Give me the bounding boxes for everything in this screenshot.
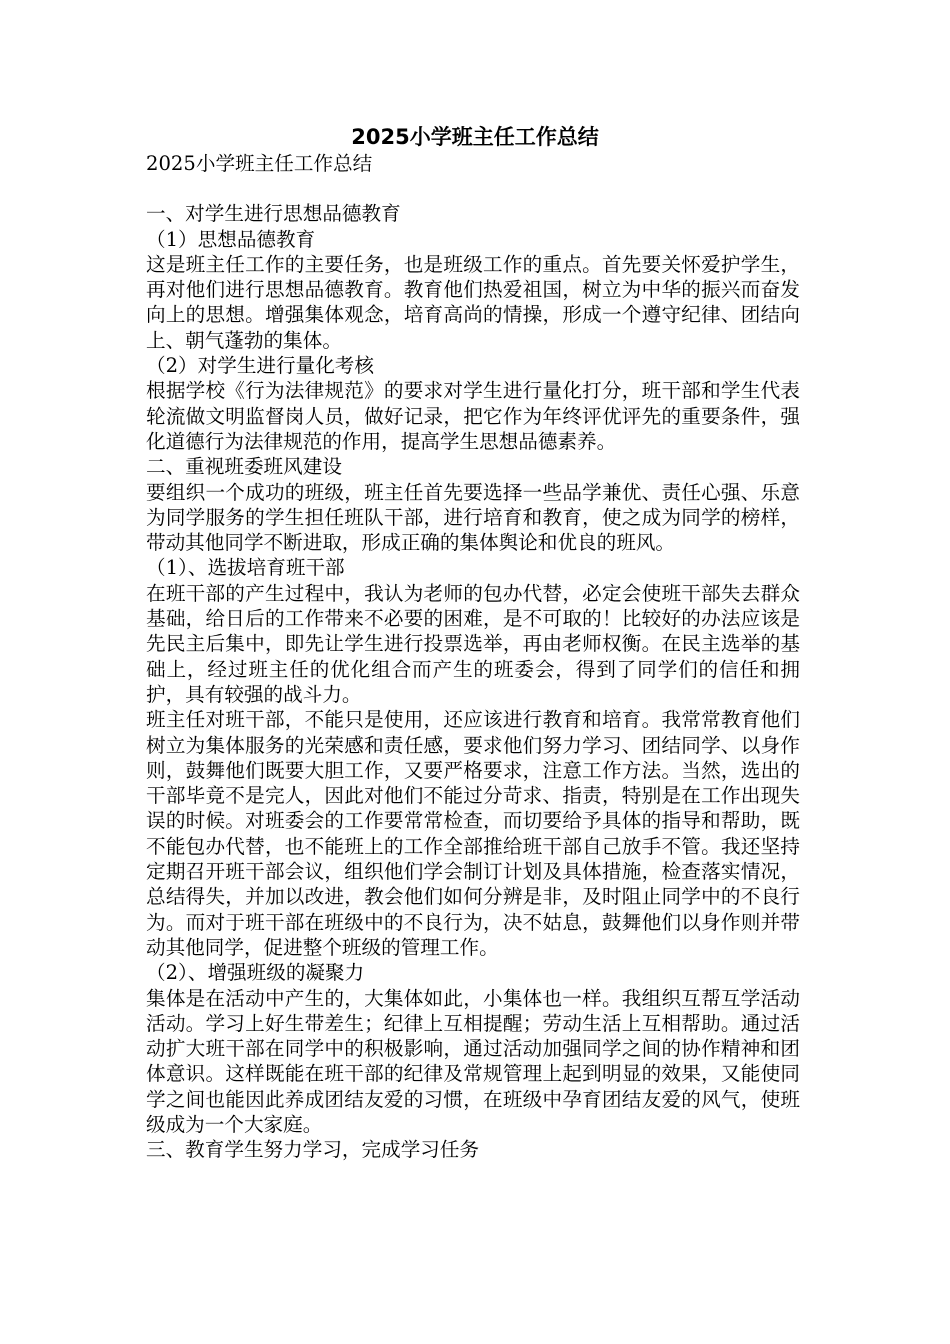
paragraph: 在班干部的产生过程中，我认为老师的包办代替，必定会使班干部失去群众基础，给日后的工作带来不必要的困难，是不可取的！比较好的办法应该是先民主后集中，即先让学生进行投票选举，再由老师权衡。在民主选举的基础上，经过班主任的优化组合而产生的班委会，得到了同学们的信任和拥护，具有较强的战斗力。 <box>146 581 800 706</box>
section-heading-1: 一、对学生进行思想品德教育 <box>146 202 401 226</box>
section-heading-3: 三、教育学生努力学习，完成学习任务 <box>146 1138 480 1162</box>
subsection-heading: （2）对学生进行量化考核 <box>146 354 374 378</box>
paragraph: 集体是在活动中产生的，大集体如此，小集体也一样。我组织互帮互学活动活动。学习上好生带差生；纪律上互相提醒；劳动生活上互相帮助。通过活动扩大班干部在同学中的积极影响，通过活动加强同学之间的协作精神和团体意识。这样既能在班干部的纪律及常规管理上起到明显的效果，又能使同学之间也能因此养成团结友爱的习惯，在班级中孕育团结友爱的风气，使班级成为一个大家庭。 <box>146 986 800 1136</box>
subsection-heading: （2）、增强班级的凝聚力 <box>146 961 365 985</box>
paragraph: 这是班主任工作的主要任务，也是班级工作的重点。首先要关怀爱护学生，再对他们进行思想品德教育。教育他们热爱祖国，树立为中华的振兴而奋发向上的思想。增强集体观念，培育高尚的情操，形成一个遵守纪律、团结向上、朝气蓬勃的集体。 <box>146 252 800 352</box>
paragraph: 要组织一个成功的班级，班主任首先要选择一些品学兼优、责任心强、乐意为同学服务的学生担任班队干部，进行培育和教育，使之成为同学的榜样，带动其他同学不断进取，形成正确的集体舆论和优良的班风。 <box>146 480 800 555</box>
section-heading-2: 二、重视班委班风建设 <box>146 455 342 479</box>
subsection-heading: （1）思想品德教育 <box>146 227 316 251</box>
document-title: 2025小学班主任工作总结 <box>351 125 599 149</box>
blank-line <box>146 176 800 201</box>
paragraph: 根据学校《行为法律规范》的要求对学生进行量化打分，班干部和学生代表轮流做文明监督岗人员，做好记录，把它作为年终评优评先的重要条件，强化道德行为法律规范的作用，提高学生思想品德素养。 <box>146 379 800 453</box>
document-subtitle: 2025小学班主任工作总结 <box>146 152 373 175</box>
document-body <box>146 151 800 1163</box>
paragraph: 班主任对班干部，不能只是使用，还应该进行教育和培育。我常常教育他们树立为集体服务的光荣感和责任感，要求他们努力学习、团结同学、以身作则，鼓舞他们既要大胆工作，又要严格要求，注意工作方法。当然，选出的干部毕竟不是完人，因此对他们不能过分苛求、指责，特别是在工作出现失误的时候。对班委会的工作要常常检查，而切要给予具体的指导和帮助，既不能包办代替，也不能班上的工作全部推给班干部自己放手不管。我还坚持定期召开班干部会议，组织他们学会制订计划及具体措施，检查落实情况，总结得失，并加以改进，教会他们如何分辨是非，及时阻止同学中的不良行为。而对于班干部在班级中的不良行为，决不姑息，鼓舞他们以身作则并带动其他同学，促进整个班级的管理工作。 <box>146 708 800 959</box>
subsection-heading: （1）、选拔培育班干部 <box>146 556 345 580</box>
